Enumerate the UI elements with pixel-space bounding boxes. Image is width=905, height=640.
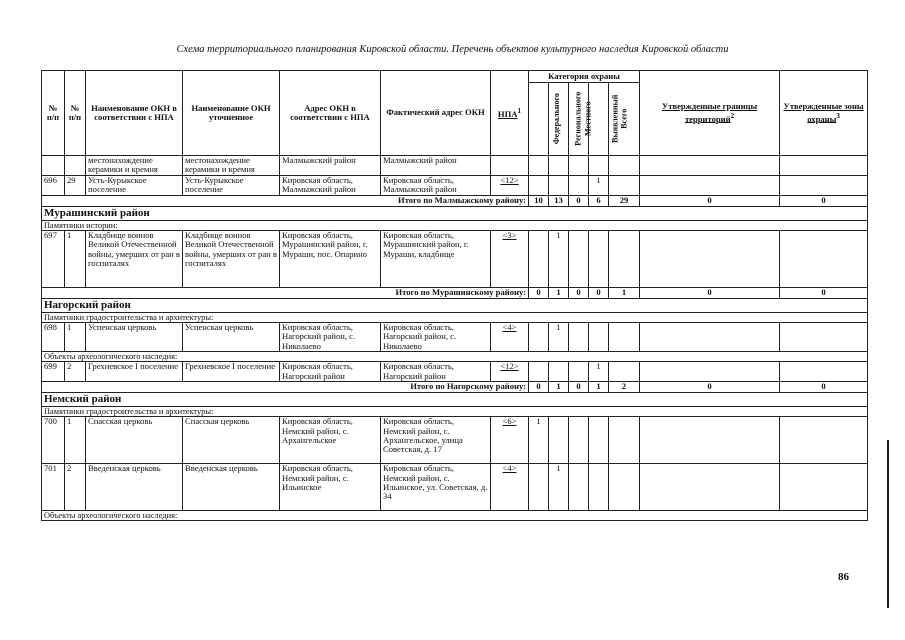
district-heading: Нагорский район [42,299,868,313]
cell-local [65,156,86,176]
cell-num: 699 [42,362,65,382]
cell-local-cat [569,176,589,196]
cell-federal: 1 [529,417,549,464]
cell-address-actual: Кировская область, Мурашинский район, г. Мураши, кладбище [381,231,491,288]
col-npa-label: НПА [497,108,518,119]
cell-name-refined: Введенская церковь [183,464,280,511]
cell-address-actual: Кировская область, Нагорский район [381,362,491,382]
col-cat-local-label: Местного [583,101,593,137]
cell-identified [589,323,609,352]
cell-local: 1 [65,323,86,352]
cell-total [609,231,640,288]
cell-regional [549,156,569,176]
cell-address-npa: Кировская область, Мурашинский район, г. Мураши, пос. Опарино [280,231,381,288]
col-zones-label: Утвержденные зоны охраны [783,101,864,124]
district-total-row [42,288,868,299]
col-bounds-label: Утвержденные границы территорий [661,101,758,124]
col-num-local: № п/п [65,71,86,156]
cell-federal [529,231,549,288]
col-address-npa: Адрес ОКН в соответствии с НПА [280,71,381,156]
cell-identified [589,464,609,511]
total-local: 0 [569,382,589,393]
total-local: 0 [569,288,589,299]
table-row [42,362,868,382]
cell-bounds [640,231,780,288]
cell-num: 698 [42,323,65,352]
cell-federal [529,156,549,176]
cell-name-refined: Спасская церковь [183,417,280,464]
cell-local: 1 [65,417,86,464]
cell-name-refined: местонахождение керамики и кремня [183,156,280,176]
cell-local: 29 [65,176,86,196]
cell-name-refined: Усть-Курыкское поселение [183,176,280,196]
cell-federal [529,176,549,196]
total-regional: 1 [549,382,569,393]
table-row [42,156,868,176]
cell-npa: <4> [491,464,529,511]
cell-zones [780,417,868,464]
cell-npa: <12> [491,362,529,382]
district-total-label: Итого по Мурашинскому району: [42,288,529,299]
district-heading: Немский район [42,393,868,407]
col-num-total: № п/п [42,71,65,156]
cell-zones [780,362,868,382]
category-heading-row [42,407,868,417]
cell-num: 697 [42,231,65,288]
cell-bounds [640,156,780,176]
cell-total [609,362,640,382]
cell-address-npa: Малмыжский район [280,156,381,176]
cell-address-npa: Кировская область, Нагорский район, с. Николаево [280,323,381,352]
cell-local-cat [569,464,589,511]
total-bounds: 0 [640,196,780,207]
cell-regional: 1 [549,231,569,288]
cell-local-cat [569,156,589,176]
category-heading-row [42,313,868,323]
cell-address-npa: Кировская область, Нагорский район [280,362,381,382]
cell-regional [549,362,569,382]
cell-identified [589,231,609,288]
cell-name-refined: Успенская церковь [183,323,280,352]
cell-federal [529,464,549,511]
cell-regional: 1 [549,464,569,511]
category-heading-row [42,511,868,521]
cell-zones [780,176,868,196]
total-local: 0 [569,196,589,207]
col-zones [780,71,868,156]
cell-local: 2 [65,362,86,382]
col-bounds [640,71,780,156]
total-federal: 0 [529,288,549,299]
total-zones: 0 [780,288,868,299]
total-bounds: 0 [640,382,780,393]
cell-identified: 1 [589,176,609,196]
cell-num: 696 [42,176,65,196]
total-all: 29 [609,196,640,207]
cell-address-actual: Кировская область, Нагорский район, с. Николаево [381,323,491,352]
category-heading: Памятники истории: [42,221,868,231]
table-row [42,323,868,352]
category-heading-row [42,352,868,362]
cell-address-actual: Кировская область, Немский район, с. Ильинское, ул. Советская, д. 34 [381,464,491,511]
col-npa-footnote: 1 [517,106,522,115]
cell-name-npa: Введенская церковь [86,464,183,511]
cell-federal [529,362,549,382]
col-cat-identified-label: Выявленный [610,94,620,144]
category-heading: Объекты археологического наследия: [42,511,868,521]
cell-regional [549,417,569,464]
cell-total [609,323,640,352]
table-row [42,176,868,196]
total-identified: 1 [589,382,609,393]
col-cat-regional-label: Регионального [573,91,583,147]
cell-num: 701 [42,464,65,511]
cell-local-cat [569,362,589,382]
cell-name-npa: Усть-Курыкское поселение [86,176,183,196]
table-row [42,464,868,511]
category-heading: Памятники градостроительства и архитектуры: [42,313,868,323]
total-federal: 10 [529,196,549,207]
cell-name-npa: Кладбище воинов Великой Отечественной войны, умерших от ран в госпиталях [86,231,183,288]
col-bounds-footnote: 2 [730,111,735,120]
col-npa [491,71,529,156]
col-cat-federal-label: Федерального [551,93,561,145]
category-heading-row [42,221,868,231]
col-zones-footnote: 3 [836,111,840,120]
cell-total [609,417,640,464]
col-category-group: Категория охраны [529,71,640,83]
cell-name-npa: Грехневское I поселение [86,362,183,382]
cell-identified: 1 [589,362,609,382]
cell-npa: <4> [491,323,529,352]
table-row [42,231,868,288]
cell-local-cat [569,231,589,288]
cell-npa: <3> [491,231,529,288]
total-identified: 6 [589,196,609,207]
cell-bounds [640,464,780,511]
total-all: 1 [609,288,640,299]
total-federal: 0 [529,382,549,393]
cell-total [609,464,640,511]
total-bounds: 0 [640,288,780,299]
cell-address-npa: Кировская область, Немский район, с. Ильинское [280,464,381,511]
total-zones: 0 [780,382,868,393]
header-row [42,71,868,83]
cell-npa: <12> [491,176,529,196]
cell-total [609,176,640,196]
cell-local-cat [569,417,589,464]
cell-name-refined: Грехневское I поселение [183,362,280,382]
category-heading: Объекты археологического наследия: [42,352,868,362]
cell-zones [780,156,868,176]
category-heading: Памятники градостроительства и архитектуры: [42,407,868,417]
cell-address-npa: Кировская область, Малмыжский район [280,176,381,196]
cell-num [42,156,65,176]
cell-name-npa: Спасская церковь [86,417,183,464]
cell-bounds [640,176,780,196]
cell-identified [589,156,609,176]
cell-address-npa: Кировская область, Немский район, с. Архангельское [280,417,381,464]
heritage-register-table [41,70,868,521]
district-heading-row [42,299,868,313]
cell-zones [780,464,868,511]
cell-federal [529,323,549,352]
district-total-row [42,382,868,393]
col-name-refined: Наименование ОКН уточненное [183,71,280,156]
page-number: 86 [838,571,849,583]
scan-edge-line [887,440,889,608]
page-header-title: Схема территориального планирования Кировской области. Перечень объектов культурного наследия Кировской области [176,44,729,55]
col-cat-federal [529,83,561,156]
total-regional: 13 [549,196,569,207]
cell-local-cat [569,323,589,352]
cell-bounds [640,323,780,352]
district-heading: Мурашинский район [42,207,868,221]
cell-name-npa: Успенская церковь [86,323,183,352]
district-heading-row [42,207,868,221]
cell-address-actual: Кировская область, Немский район, с. Архангельское, улица Советская, д. 17 [381,417,491,464]
cell-num: 700 [42,417,65,464]
total-all: 2 [609,382,640,393]
cell-local: 1 [65,231,86,288]
cell-regional: 1 [549,323,569,352]
total-zones: 0 [780,196,868,207]
district-total-label: Итого по Нагорскому району: [42,382,529,393]
cell-identified [589,417,609,464]
cell-npa: <6> [491,417,529,464]
total-identified: 0 [589,288,609,299]
cell-name-npa: местонахождение керамики и кремня [86,156,183,176]
cell-zones [780,323,868,352]
cell-zones [780,231,868,288]
col-name-npa: Наименование ОКН в соответствии с НПА [86,71,183,156]
cell-name-refined: Кладбище воинов Великой Отечественной войны, умерших от ран в госпиталях [183,231,280,288]
cell-bounds [640,362,780,382]
district-total-row [42,196,868,207]
total-regional: 1 [549,288,569,299]
col-cat-total-label: Всего [619,109,629,129]
cell-regional [549,176,569,196]
table-row [42,417,868,464]
district-heading-row [42,393,868,407]
cell-npa [491,156,529,176]
cell-bounds [640,417,780,464]
cell-local: 2 [65,464,86,511]
cell-address-actual: Малмыжский район [381,156,491,176]
col-address-actual: Фактический адрес ОКН [381,71,491,156]
district-total-label: Итого по Малмыжскому району: [42,196,529,207]
cell-address-actual: Кировская область, Малмыжский район [381,176,491,196]
cell-total [609,156,640,176]
